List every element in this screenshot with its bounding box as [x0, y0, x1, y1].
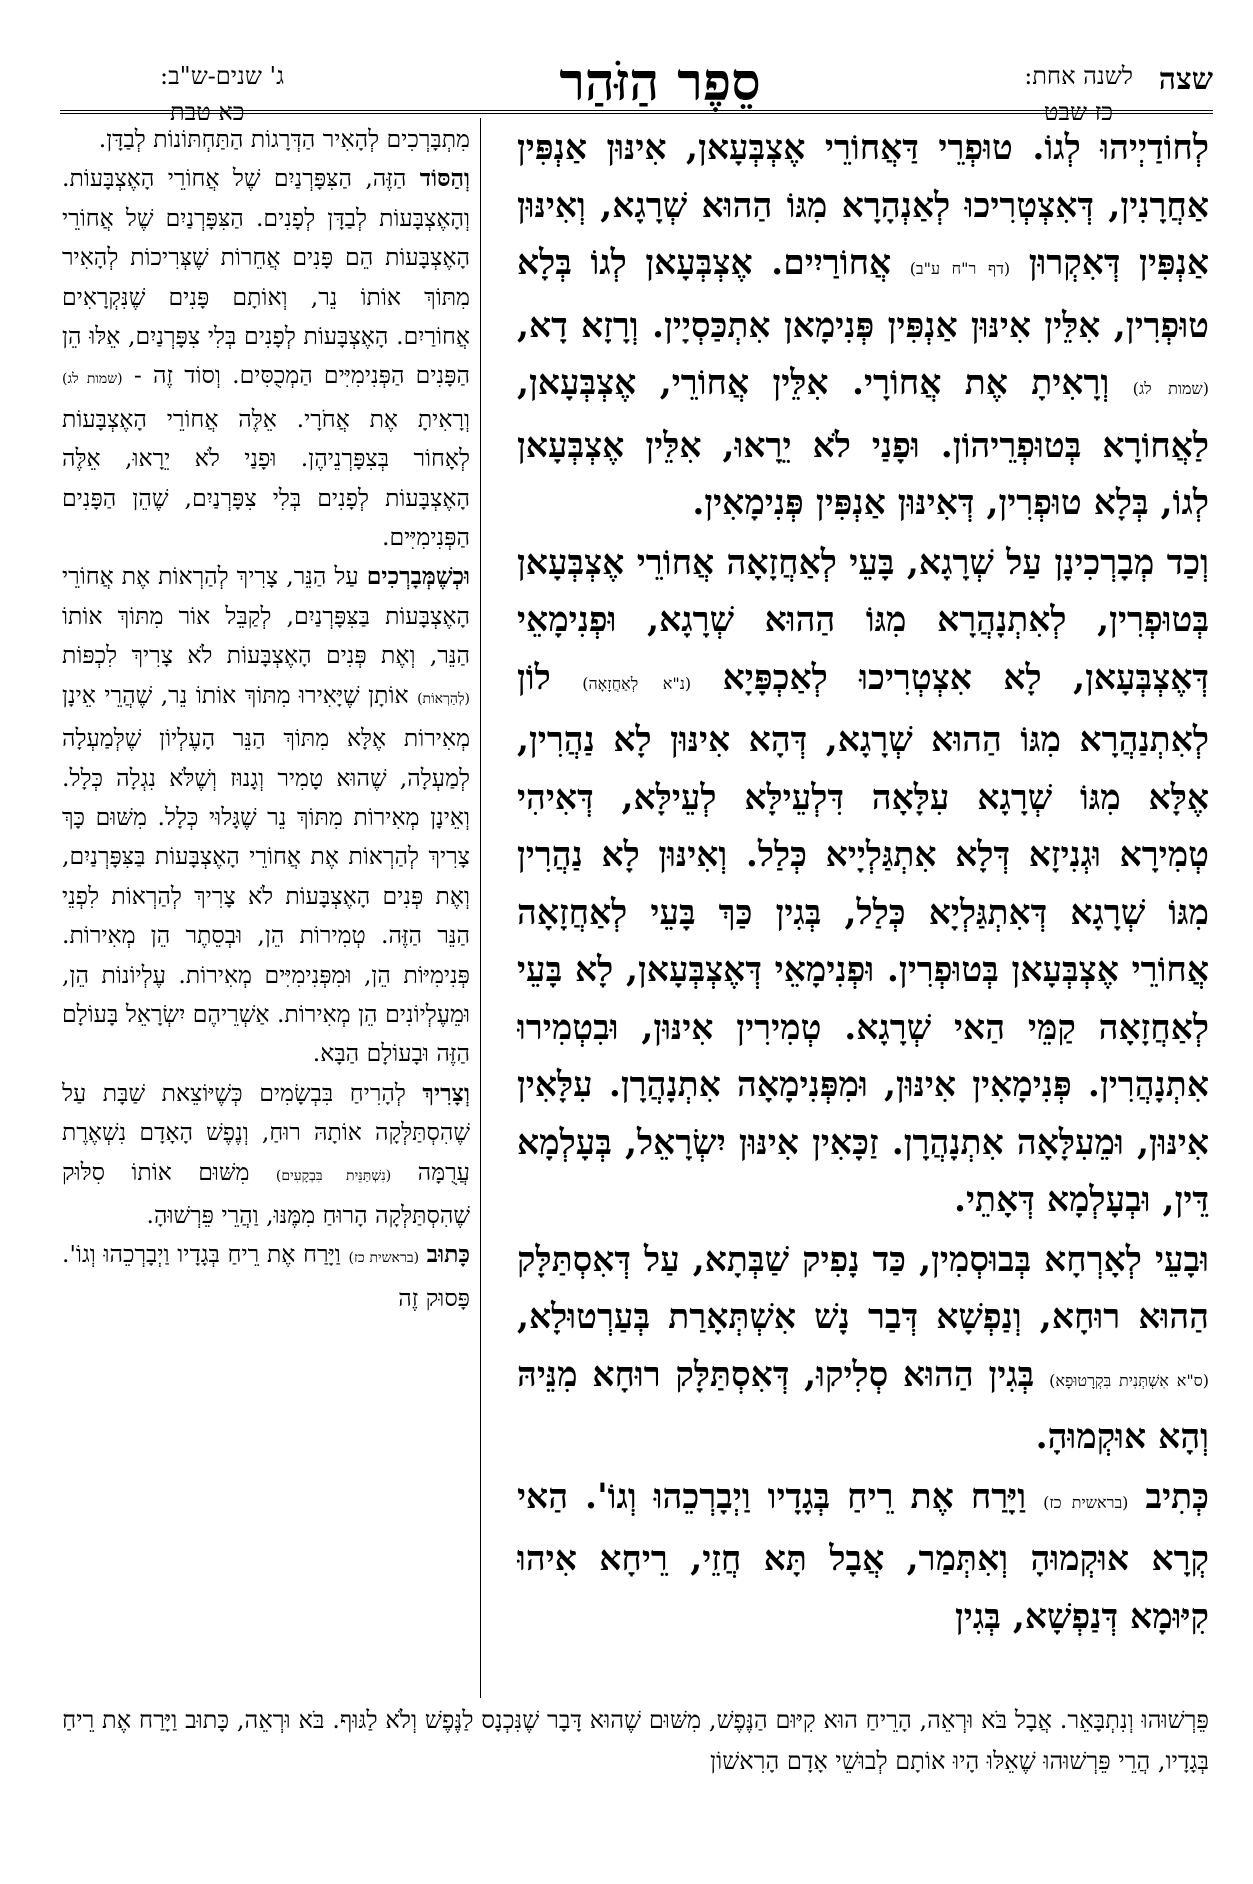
hebrew-translation-column — [62, 120, 470, 1698]
variant-reading-note: (נִשְׁתַּנֵּית בִּבְקָעִים) — [275, 1167, 392, 1184]
side-paragraph: מִתְבָּרְכִים לְהָאִיר הַדְּרָגוֹת הַתַּחְתּוֹנוֹת לְבַדָּן. — [98, 125, 470, 153]
main-paragraph: וְכַד מְבָרְכִינָן עַל שְׁרָגָא, בָּעֵי לְאַחֲזָאָה אֲחוֹרֵי אֶצְבְּעָאן בְּטוּפְרִין, לְאִתְנָהֲרָא מִגּוֹ הַהוּא שְׁרָגָא, וּפְנִימָאֵי דְּאֶצְבְּעָאן, לָא אִצְטְרִיכוּ לְאַכְפָּיָא (נ"א לְאַחֲזָאָה) לוֹן לְאִתְנַהֲרָא מִגּוֹ הַהוּא שְׁרָגָא, דְּהָא אִינּוּן לָא נַהֲרִין, אֶלָּא מִגּוֹ שְׁרָגָא עִלָּאָה דִּלְעֵילָּא לְעֵילָּא, דְּאִיהִי טְמִירָא וּגְנִיזָא דְּלָא אִתְגַּלְיָיא כְּלַל. וְאִינּוּן לָא נַהֲרִין מִגּוֹ שְׁרָגָא דְּאִתְגַּלְיָא כְּלַל, בְּגִין כַּךְ בָּעֵי לְאַחֲזָאָה אֲחוֹרֵי אֶצְבְּעָאן בְּטוּפְרִין. וּפְנִימָאֵי דְּאֶצְבְּעָאן, לָא בָּעֵי לְאַחֲזָאָה קַמֵּי הַאי שְׁרָגָא. טְמִירִין אִינּוּן, וּבִטְמִירוּ אִתְנָהֲרִין. פְּנִימָאִין אִינּוּן, וּמִפְּנִימָאָה אִתְנָהֲרָן. עִלָּאִין אִינּוּן, וּמֵעִלָּאָה אִתְנָהֲרָן. זַכָּאִין אִינּוּן יִשְׂרָאֵל, בְּעָלְמָא דֵּין, וּבְעָלְמָא דְּאָתֵי. — [517, 542, 1209, 1220]
side-paragraph: וְהַסּוֹד הַזֶּה, הַצִּפָּרְנַיִם שֶׁל אֲחוֹרֵי הָאֶצְבָּעוֹת. וְהָאֶצְבָּעוֹת לְבַדָּן לְפָנִים. הַצִּפָּרְנַיִם שֶׁל אֲחוֹרֵי הָאֶצְבָּעוֹת הֵם פָּנִים אֲחֵרוֹת שֶׁצְּרִיכוֹת לְהָאִיר מִתּוֹךְ אוֹתוֹ נֵר, וְאוֹתָם פָּנִים שֶׁנִּקְרָאִים אֲחוֹרַיִם. הָאֶצְבָּעוֹת לְפָנִים בְּלִי צִפָּרְנַיִם, אֵלּוּ הֵן הַפָּנִים הַפְּנִימִיִּים הַמְכֻסִּים. וְסוֹד זֶה - (שמות לג) וְרָאִיתָ אֶת אֲחֹרָי. אֵלֶּה אֲחוֹרֵי הָאֶצְבָּעוֹת לְאָחוֹר בְּצִפָּרְנֵיהֶן. וּפָנַי לֹא יֵרָאוּ, אֵלֶּה הָאֶצְבָּעוֹת לְפָנִים בְּלִי צִפָּרְנַיִם, שֶׁהֵן הַפָּנִים הַפְּנִימִיִּים. — [62, 164, 470, 552]
main-paragraph: כְּתִיב (בראשית כז) וַיָּרַח אֶת רֵיחַ בְּגָדָיו וַיְבָרְכֵהוּ וְגוֹ'. הַאי קְרָא אוּקְמוּהָ וְאִתְּמַר, אֲבָל תָּא חֲזֵי, רֵיחָא אִיהוּ קִיּוּמָא דְּנַפְשָׁא, בְּגִין — [517, 1476, 1209, 1637]
verse-reference-note: (בראשית כז) — [1043, 1492, 1129, 1512]
column-divider — [480, 118, 481, 1698]
verse-reference-note: (בראשית כז) — [348, 1250, 420, 1267]
header-rule — [60, 110, 1213, 114]
verse-reference-note: (שמות לג) — [1132, 379, 1209, 398]
page-header — [60, 40, 1213, 126]
side-paragraph: וְצָרִיךְ לְהָרִיחַ בִּבְשָׂמִים כְּשֶׁיּוֹצֵאת שַׁבָּת עַל שֶׁהִסְתַּלְּקָה אוֹתָהּ רוּחַ, וְנֶפֶשׁ הָאָדָם נִשְׁאֶרֶת עֲרֻמָּה (נִשְׁתַּנֵּית בִּבְקָעִים) מִשּׁוּם אוֹתוֹ סִלּוּק שֶׁהִסְתַּלְּקָה הָרוּחַ מִמֶּנּוּ, וַהֲרֵי פֵּרְשׁוּהָ. — [62, 1078, 470, 1229]
schedule-three-years: ג' שנים-ש"ב: — [160, 62, 285, 90]
bottom-continuation-text: פֵּרְשׁוּהוּ וְנִתְבָּאֵר. אֲבָל בֹּא וּרְאֵה, הָרֵיחַ הוּא קִיּוּם הַנֶּפֶשׁ, מִשּׁוּם שֶׁהוּא דָּבָר שֶׁנִּכְנָס לַנֶּפֶשׁ וְלֹא לַגּוּף. בֹּא וּרְאֵה, כָּתוּב וַיָּרַח אֶת רֵיחַ בְּגָדָיו, הֲרֵי פֵּרְשׁוּהוּ שֶׁאֵלּוּ הָיוּ אוֹתָם לְבוּשֵׁי אָדָם הָרִאשׁוֹן — [62, 1706, 1209, 1775]
schedule-three-years-date: כא טבת — [170, 98, 245, 126]
variant-reading-note: (ס"א אִשְׁתְּנִית בִּקְרָטוּפָא) — [1049, 1370, 1209, 1390]
page-number: שצה — [1158, 62, 1213, 97]
side-paragraph: כָּתוּב (בראשית כז) וַיָּרַח אֶת רֵיחַ בְּגָדָיו וַיְבָרְכֵהוּ וְגוֹ'. פָּסוּק זֶה — [62, 1240, 470, 1312]
side-paragraph: וּכְשֶׁמְּבָרְכִים עַל הַנֵּר, צָרִיךְ לְהַרְאוֹת אֶת אֲחוֹרֵי הָאֶצְבָּעוֹת בַּצִּפָּרְנַיִם, לְקַבֵּל אוֹר מִתּוֹךְ אוֹתוֹ הַנֵּר, וְאֶת פְּנִים הָאֶצְבָּעוֹת לֹא צָרִיךְ לִכְפּוֹת (לְהַרְאוֹת) אוֹתָן שֶׁיָּאִירוּ מִתּוֹךְ אוֹתוֹ נֵר, שֶׁהֲרֵי אֵינָן מְאִירוֹת אֶלָּא מִתּוֹךְ הַנֵּר הָעֶלְיוֹן שֶׁלְּמַעְלָה לְמַעְלָה, שֶׁהוּא טָמִיר וְגָנוּז וְשֶׁלֹּא נִגְלָה כְּלָל. וְאֵינָן מְאִירוֹת מִתּוֹךְ נֵר שֶׁגָּלוּי כְּלָל. מִשּׁוּם כָּךְ צָרִיךְ לְהַרְאוֹת אֶת אֲחוֹרֵי הָאֶצְבָּעוֹת בַּצִּפָּרְנַיִם, וְאֶת פְּנִים הָאֶצְבָּעוֹת לֹא צָרִיךְ לְהַרְאוֹת לִפְנֵי הַנֵּר הַזֶּה. טְמִירוֹת הֵן, וּבְסֵתֶר הֵן מְאִירוֹת. פְּנִימִיּוֹת הֵן, וּמִפְּנִימִיִּים מְאִירוֹת. עֶלְיוֹנוֹת הֵן, וּמֵעֶלְיוֹנִים הֵן מְאִירוֹת. אַשְׁרֵיהֶם יִשְׂרָאֵל בָּעוֹלָם הַזֶּה וּבָעוֹלָם הַבָּא. — [62, 562, 470, 1068]
main-paragraph: וּבָעֵי לְאָרְחָא בְּבוּסְמִין, כַּד נָפִיק שַׁבְּתָא, עַל דְּאִסְתַּלָּק הַהוּא רוּחָא, וְנַפְשָׁא דְּבַר נָשׁ אִשְׁתְּאָרַת בְּעַרְטוּלָא, (ס"א אִשְׁתְּנִית בִּקְרָטוּפָא) בְּגִין הַהוּא סְלִיקוּ, דְּאִסְתַּלָּק רוּחָא מִנֵּיהּ וְהָא אוּקְמוּהָ. — [517, 1239, 1209, 1457]
main-paragraph: לְחוֹדַיְיהוּ לְגוֹ. טוּפְרֵי דַּאֲחוֹרֵי אֶצְבְּעָאן, אִינּוּן אַנְפִּין אַחֲרָנִין, דְּאִצְטְרִיכוּ לְאַנְהָרָא מִגּוֹ הַהוּא שְׁרָגָא, וְאִינּוּן אַנְפִּין דְּאִקְרוּן (דף ר"ח ע"ב) אֲחוֹרַיִים. אֶצְבְּעָאן לְגוֹ בְּלָא טוּפְרִין, אִלֵּין אִינּוּן אַנְפִּין פְּנִימָאן אִתְכַּסְיָין. וְרָזָא דָא, (שמות לג) וְרָאִיתָ אֶת אֲחוֹרָי. אִלֵּין אֲחוֹרֵי, אֶצְבְּעָאן, לַאֲחוֹרָא בְּטוּפְרֵיהוֹן. וּפָנַי לֹא יֵרָאוּ, אִלֵּין אֶצְבְּעָאן לְגוֹ, בְּלָא טוּפְרִין, דְּאִינּוּן אַנְפִּין פְּנִימָאִין. — [517, 128, 1209, 523]
variant-reading-note: (נ"א לְאַחֲזָאָה) — [582, 673, 692, 693]
schedule-one-year: לשנה אחת: — [1024, 62, 1133, 90]
header-right — [953, 40, 1213, 126]
book-title: סֵפֶר הַזֹּהַר — [559, 52, 761, 113]
schedule-one-year-date: כז שבט — [1043, 98, 1113, 126]
aramaic-main-text — [517, 120, 1209, 1695]
verse-reference-note: (שמות לג) — [62, 371, 123, 388]
variant-reading-note: (לְהַרְאוֹת) — [417, 690, 470, 707]
page-reference-note: (דף ר"ח ע"ב) — [909, 259, 1011, 278]
